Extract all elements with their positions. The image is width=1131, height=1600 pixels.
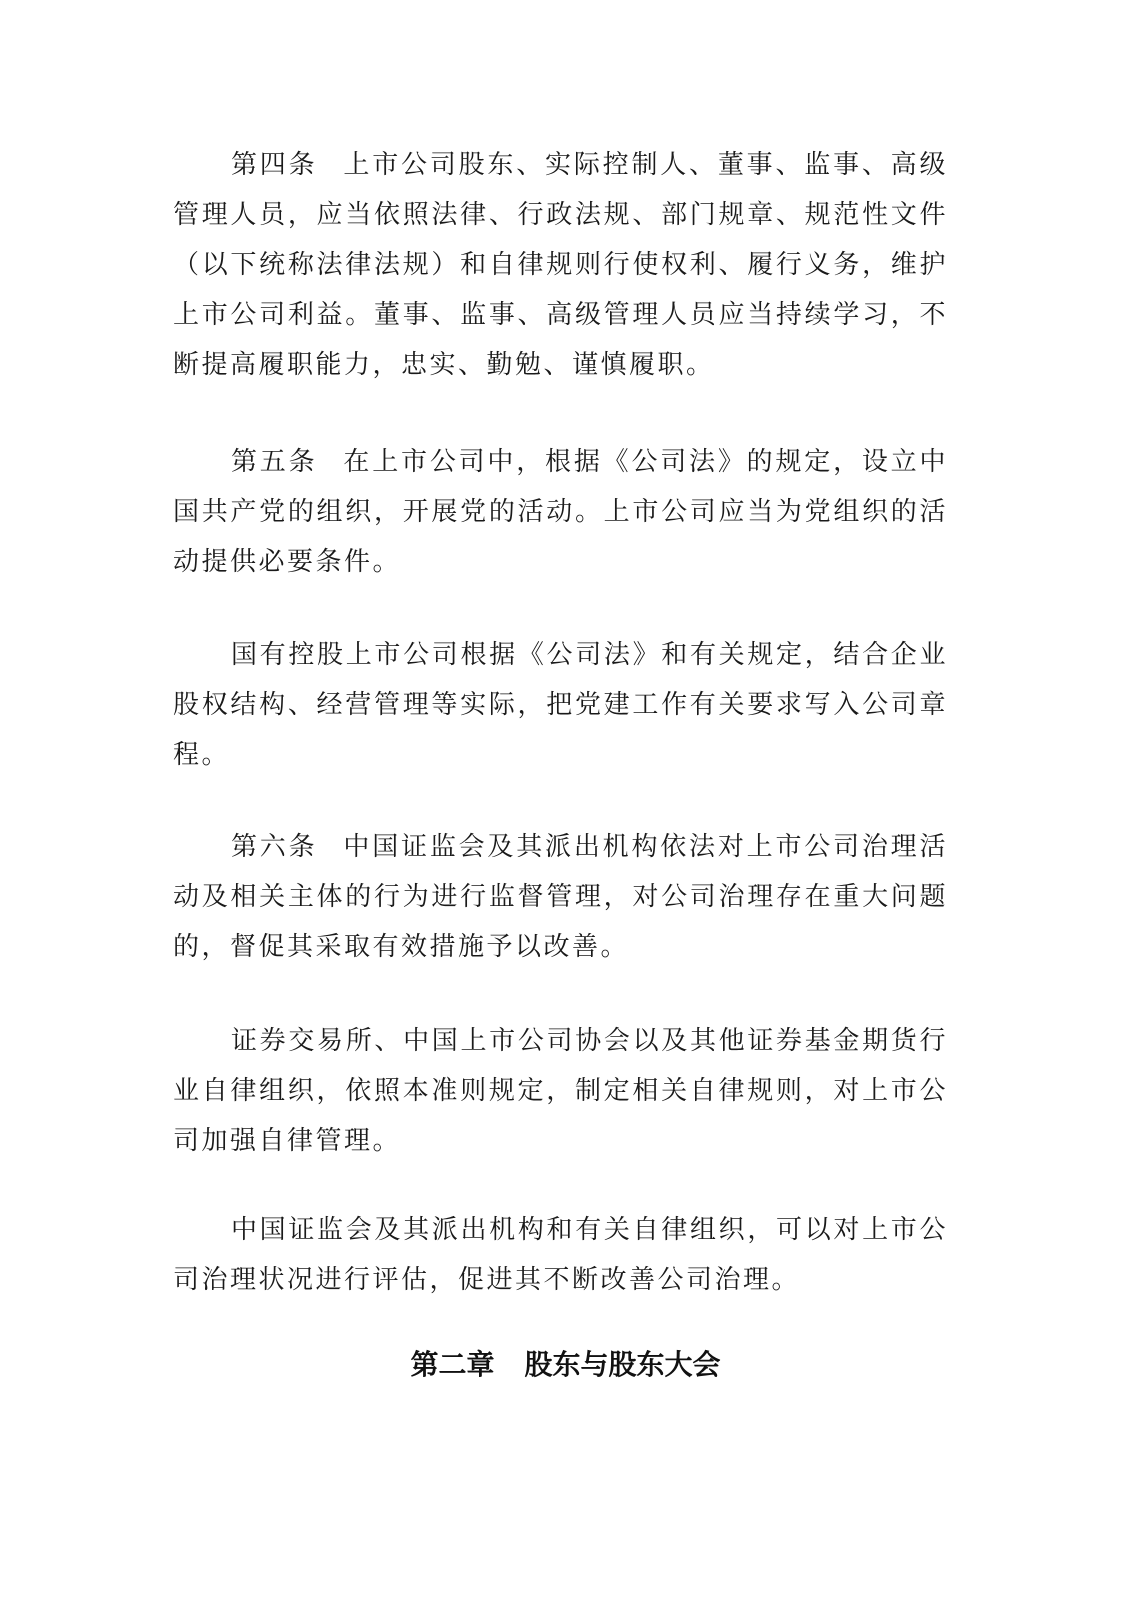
- evaluation-paragraph: [173, 1205, 948, 1305]
- state-owned-paragraph: [173, 630, 948, 780]
- article-5-paragraph: [173, 437, 948, 587]
- article-4-paragraph: [173, 140, 948, 390]
- chapter-title: 股东与股东大会: [524, 1348, 721, 1381]
- article-6-text: 中国证监会及其派出机构依法对上市公司治理活动及相关主体的行为进行监督管理，对公司治理存在重大问题的，督促其采取有效措施予以改善。: [173, 832, 948, 962]
- article-5-text: 在上市公司中，根据《公司法》的规定，设立中国共产党的组织，开展党的活动。上市公司应当为党组织的活动提供必要条件。: [173, 447, 948, 577]
- evaluation-text: 中国证监会及其派出机构和有关自律组织，可以对上市公司治理状况进行评估，促进其不断改善公司治理。: [173, 1215, 948, 1295]
- self-regulation-text: 证券交易所、中国上市公司协会以及其他证券基金期货行业自律组织，依照本准则规定，制定相关自律规则，对上市公司加强自律管理。: [173, 1026, 948, 1156]
- article-4-text: 上市公司股东、实际控制人、董事、监事、高级管理人员，应当依照法律、行政法规、部门规章、规范性文件（以下统称法律法规）和自律规则行使权利、履行义务，维护上市公司利益。董事、监事、高级管理人员应当持续学习，不断提高履职能力，忠实、勤勉、谨慎履职。: [173, 150, 948, 380]
- article-6-label: 第六条: [231, 832, 318, 862]
- article-4-label: 第四条: [231, 150, 318, 180]
- self-regulation-paragraph: [173, 1016, 948, 1166]
- chapter-number: 第二章: [410, 1348, 495, 1381]
- state-owned-text: 国有控股上市公司根据《公司法》和有关规定，结合企业股权结构、经营管理等实际，把党建工作有关要求写入公司章程。: [173, 640, 948, 770]
- article-5-label: 第五条: [231, 447, 318, 477]
- article-6-paragraph: [173, 822, 948, 972]
- chapter-heading: [0, 1345, 1131, 1385]
